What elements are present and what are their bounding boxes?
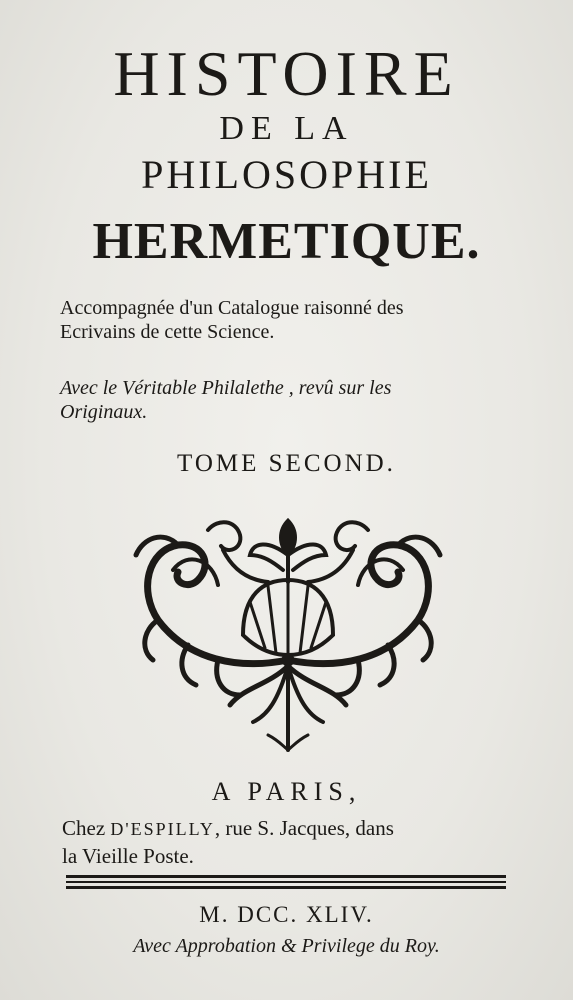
- divider-rule-middle: [66, 881, 506, 883]
- imprint-privilege: Avec Approbation & Privilege du Roy.: [133, 935, 440, 957]
- divider-rule-bottom: [66, 886, 506, 889]
- imprint-city: A PARIS,: [211, 777, 362, 806]
- title-line-histoire: HISTOIRE: [113, 38, 460, 109]
- volume-label: TOME SECOND.: [177, 450, 396, 477]
- imprint-publisher-line: [62, 815, 522, 843]
- title-line-hermetique: HERMETIQUE.: [92, 213, 481, 270]
- subtitle-catalogue-line2: Ecrivains de cette Science.: [60, 321, 275, 343]
- subtitle-catalogue-line1: Accompagnée d'un Catalogue raisonné des: [60, 297, 404, 319]
- fleuron-ornament: [118, 510, 458, 755]
- subtitle-catalogue: [60, 296, 520, 344]
- subtitle-philalethe-line2: Originaux.: [60, 401, 148, 423]
- title-line-philosophie: PHILOSOPHIE: [141, 152, 432, 197]
- publisher-address: , rue S. Jacques, dans: [214, 816, 394, 840]
- publisher-name: D'ESPILLY: [110, 819, 215, 839]
- title-line-de-la: DE LA: [219, 110, 354, 147]
- imprint-location: la Vieille Poste.: [62, 844, 194, 868]
- subtitle-philalethe: [60, 376, 520, 424]
- imprint-publisher: [62, 815, 522, 870]
- divider-rule-top: [66, 875, 506, 878]
- subtitle-philalethe-line1: Avec le Véritable Philalethe , revû sur les: [60, 377, 392, 399]
- publisher-prefix: Chez: [62, 816, 106, 840]
- imprint-date: M. DCC. XLIV.: [199, 902, 374, 927]
